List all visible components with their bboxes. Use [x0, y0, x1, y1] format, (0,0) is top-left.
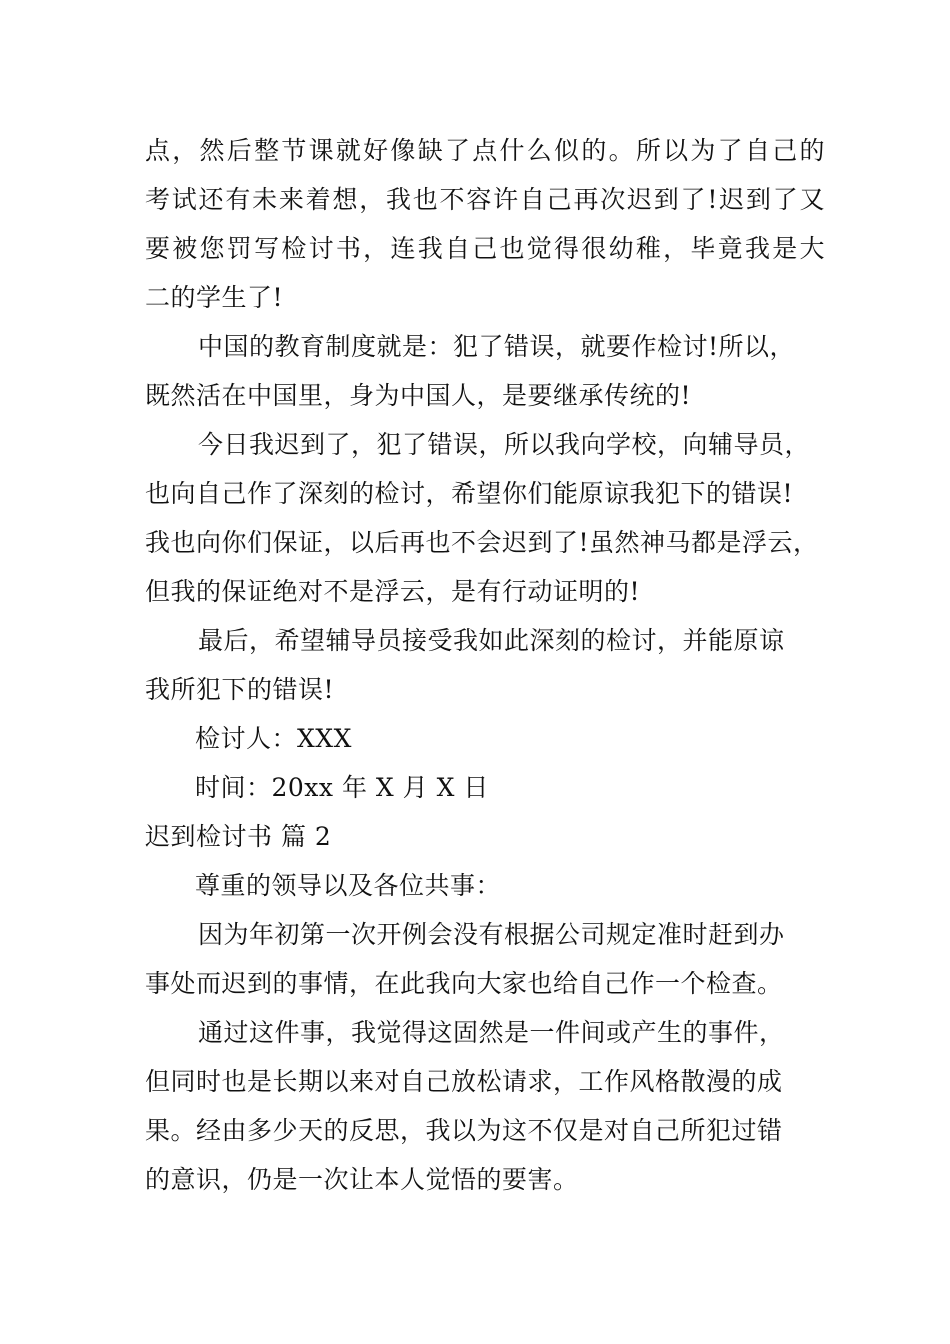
paragraph-start-line: 中国的教育制度就是：犯了错误，就要作检讨!所以，	[198, 332, 796, 361]
paragraph-start-line: 因为年初第一次开例会没有根据公司规定准时赶到办	[198, 920, 785, 949]
text-line: 但我的保证绝对不是浮云，是有行动证明的!	[145, 577, 641, 606]
salutation-line: 尊重的领导以及各位共事：	[195, 871, 502, 900]
text-line: 的意识，仍是一次让本人觉悟的要害。	[145, 1165, 579, 1194]
text-line: 果。经由多少天的反思，我以为这不仅是对自己所犯过错	[145, 1116, 783, 1145]
text-line: 也向自己作了深刻的检讨，希望你们能原谅我犯下的错误!	[145, 479, 794, 508]
text-line: 我所犯下的错误!	[145, 675, 335, 704]
paragraph-start-line: 通过这件事，我觉得这固然是一件间或产生的事件，	[198, 1018, 785, 1047]
text-line: 我也向你们保证，以后再也不会迟到了!虽然神马都是浮云，	[145, 528, 819, 557]
text-line: 点，然后整节课就好像缺了点什么似的。所以为了自己的	[145, 136, 825, 165]
signature-line: 检讨人：XXX	[195, 724, 352, 753]
text-line: 考试还有未来着想，我也不容许自己再次迟到了!迟到了又	[145, 185, 825, 214]
text-line: 要被您罚写检讨书，连我自己也觉得很幼稚，毕竟我是大	[145, 234, 825, 263]
text-line: 既然活在中国里，身为中国人，是要继承传统的!	[145, 381, 692, 410]
paragraph-start-line: 最后，希望辅导员接受我如此深刻的检讨，并能原谅	[198, 626, 785, 655]
text-line: 但同时也是长期以来对自己放松请求，工作风格散漫的成	[145, 1067, 783, 1096]
text-line: 二的学生了!	[145, 283, 284, 312]
paragraph-start-line: 今日我迟到了，犯了错误，所以我向学校，向辅导员，	[198, 430, 811, 459]
document-body	[145, 126, 835, 1204]
date-line: 时间：20xx 年 X 月 X 日	[195, 773, 489, 802]
text-line: 事处而迟到的事情，在此我向大家也给自己作一个检查。	[145, 969, 783, 998]
section-heading: 迟到检讨书 篇 2	[145, 822, 332, 851]
